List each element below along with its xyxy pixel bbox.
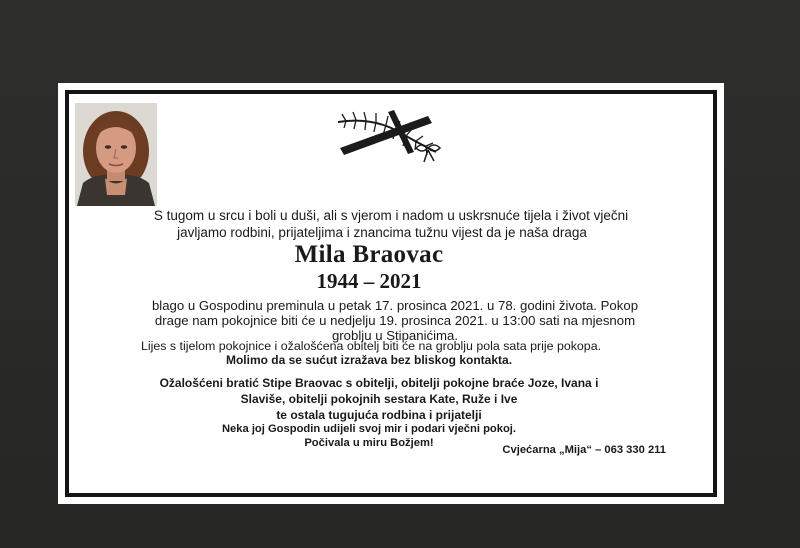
florist-credit: Cvjećarna „Mija“ – 063 330 211 [502,444,666,456]
coffin-notice: Lijes s tijelom pokojnice i ožalošćena obitelj biti će na groblju pola sata prije pokopa. [140,339,602,353]
life-years: 1944 – 2021 [316,269,422,293]
funeral-details [62,298,728,343]
prayer-line-2: Počivala u miru Božjem! [304,437,434,449]
intro-line-2: javljamo rodbini, prijateljima i znancima tužnu vijest da je naša draga [177,225,587,240]
prayer-line-1: Neka joj Gospodin udijeli svoj mir i podari vječni pokoj. [221,423,517,435]
body-line-2: drage nam pokojnice biti će u nedjelju 19. prosinca 2021. u 13:00 sati na mjesnom [154,313,636,328]
intro-text [58,207,724,241]
condolence-request: Molimo da se sućut izražava bez bliskog kontakta. [225,353,513,367]
obituary-notice [58,83,724,504]
cross-with-palm-icon [336,108,446,164]
mourners-line-1: Ožalošćeni bratić Stipe Braovac s obitelji, obitelji pokojne braće Joze, Ivana i [159,376,599,390]
body-line-3: groblju u Stipanićima. [331,328,459,343]
intro-line-1: S tugom u srcu i boli u duši, ali s vjerom i nadom u uskrsnuće tijela i život vječni [153,208,629,223]
body-line-1: blago u Gospodinu preminula u petak 17. prosinca 2021. u 78. godini života. Pokop [151,298,639,313]
mourners-line-3: te ostala tugujuća rodbina i prijatelji [276,408,482,422]
portrait-photo [75,103,157,206]
mourners-list [46,375,712,423]
deceased-name: Mila Braovac [294,241,444,268]
mourners-line-2: Slaviše, obitelji pokojnih sestara Kate, Ruže i Ive [240,392,518,406]
